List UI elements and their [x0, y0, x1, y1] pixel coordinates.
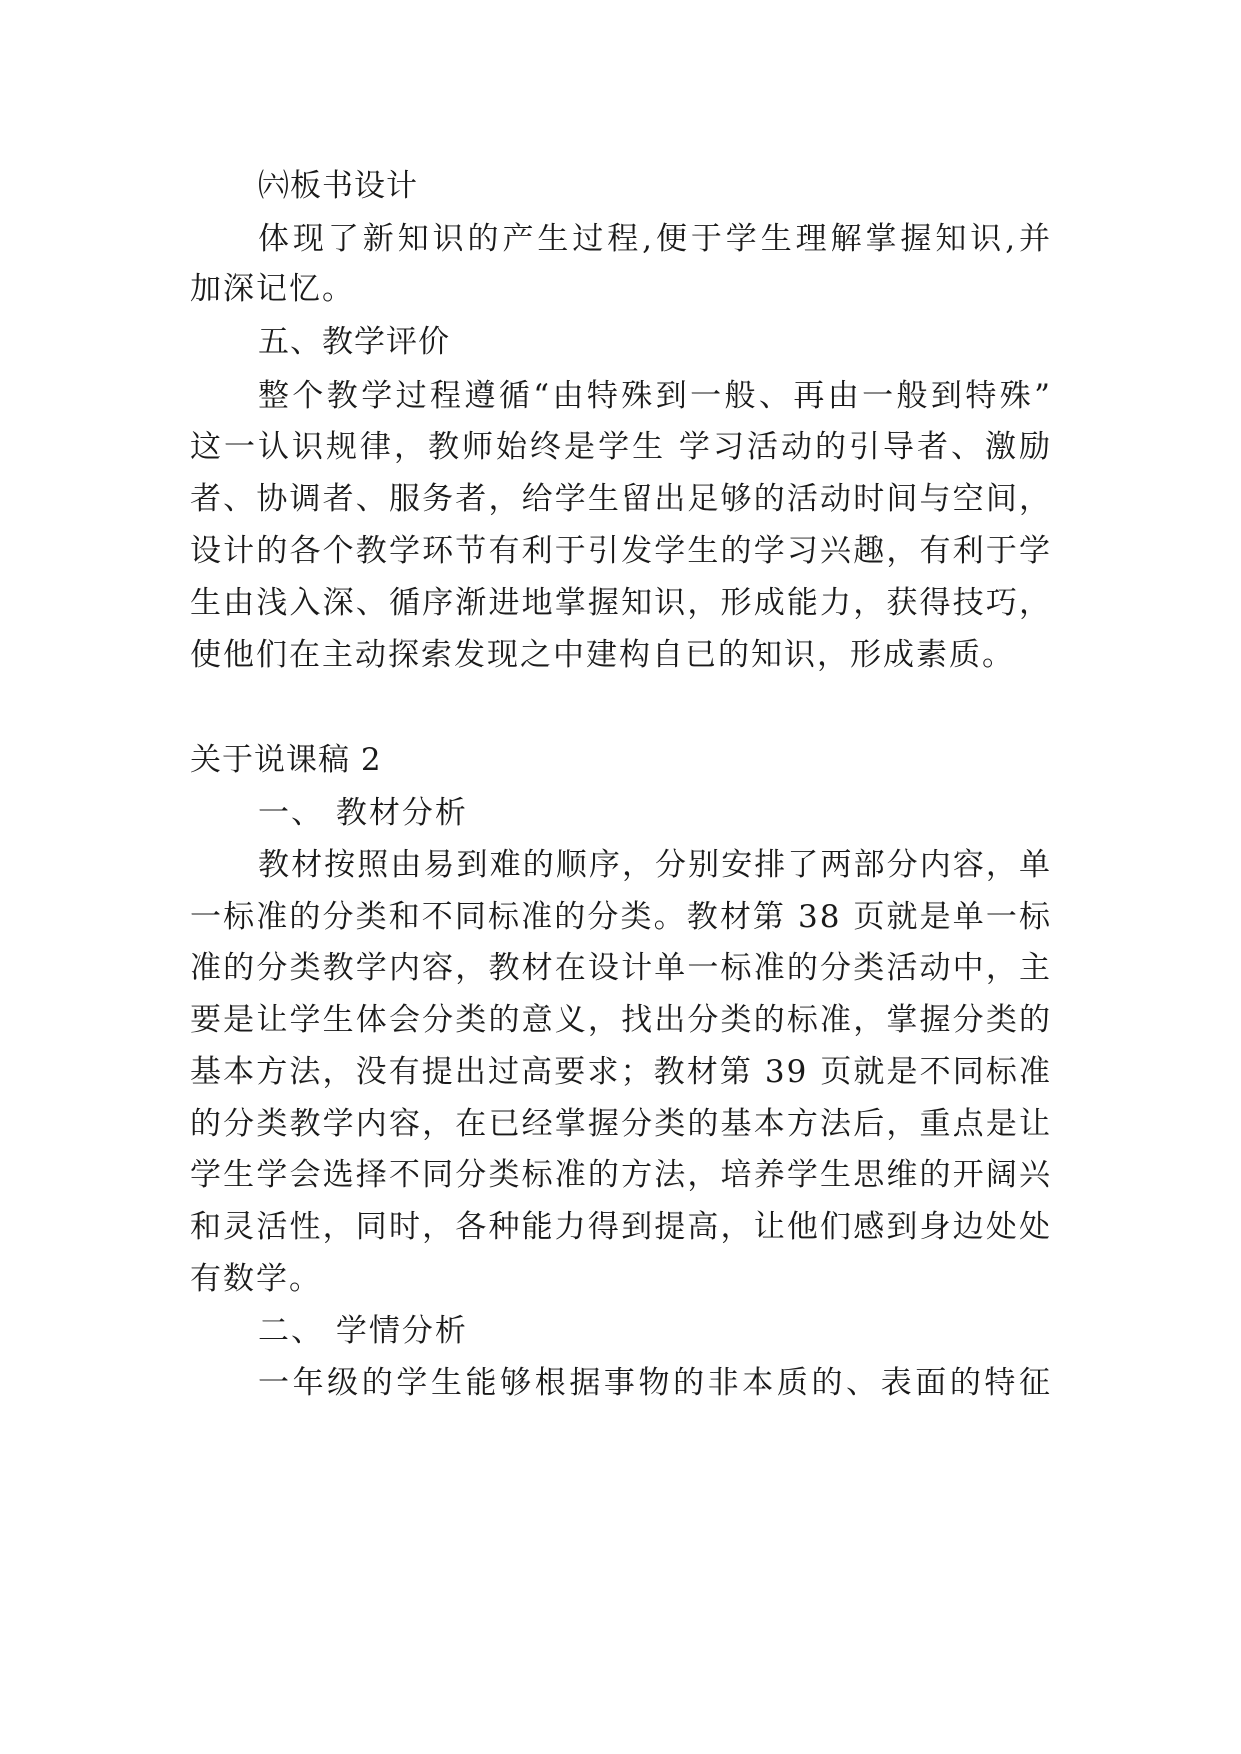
paragraph-line: 教材按照由易到难的顺序，分别安排了两部分内容，单 [258, 847, 1052, 883]
heading-teaching-evaluation: 五、教学评价 [258, 324, 450, 360]
paragraph-line: 设计的各个教学环节有利于引发学生的学习兴趣，有利于学 [190, 533, 1052, 569]
paragraph-line: 的分类教学内容，在已经掌握分类的基本方法后，重点是让 [190, 1106, 1052, 1142]
paragraph-line: 和灵活性，同时，各种能力得到提高，让他们感到身边处处 [190, 1209, 1052, 1245]
heading-board-design: ㈥板书设计 [258, 168, 418, 204]
paragraph-line: 体现了新知识的产生过程,便于学生理解掌握知识,并 [258, 221, 1052, 257]
heading-learning-analysis: 二、 学情分析 [258, 1313, 468, 1349]
paragraph-line: 一标准的分类和不同标准的分类。教材第 38 页就是单一标 [190, 899, 1052, 935]
paragraph-line: 这一认识规律，教师始终是学生 学习活动的引导者、激励 [190, 429, 1052, 465]
paragraph-line: 整个教学过程遵循“由特殊到一般、再由一般到特殊” [258, 378, 1052, 414]
paragraph-line: 加深记忆。 [190, 271, 355, 307]
paragraph-line: 准的分类教学内容，教材在设计单一标准的分类活动中，主 [190, 950, 1052, 986]
heading-textbook-analysis: 一、 教材分析 [258, 795, 468, 831]
section-title: 关于说课稿 2 [190, 742, 382, 778]
paragraph-line: 学生学会选择不同分类标准的方法，培养学生思维的开阔兴 [190, 1157, 1052, 1193]
paragraph-line: 使他们在主动探索发现之中建构自已的知识，形成素质。 [190, 637, 1015, 673]
paragraph-line: 一年级的学生能够根据事物的非本质的、表面的特征 [258, 1365, 1052, 1401]
paragraph-line: 生由浅入深、循序渐进地掌握知识，形成能力，获得技巧， [190, 585, 1052, 621]
paragraph-line: 者、协调者、服务者，给学生留出足够的活动时间与空间， [190, 481, 1052, 517]
paragraph-line: 基本方法，没有提出过高要求；教材第 39 页就是不同标准 [190, 1054, 1052, 1090]
paragraph-line: 要是让学生体会分类的意义，找出分类的标准，掌握分类的 [190, 1002, 1052, 1038]
paragraph-line: 有数学。 [190, 1261, 322, 1297]
